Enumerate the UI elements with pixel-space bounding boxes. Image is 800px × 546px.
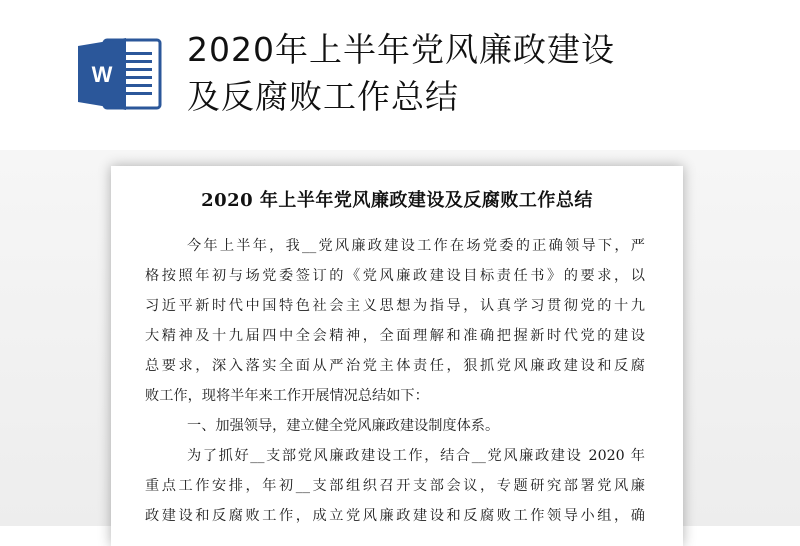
- header-banner: [0, 0, 800, 150]
- document-page: [111, 166, 683, 546]
- word-document-icon: [76, 36, 166, 112]
- body-line: 政建设和反腐败工作，成立党风廉政建设和反腐败工作领导小组，确: [145, 508, 645, 524]
- section-heading: 一、加强领导，建立健全党风廉政建设制度体系。: [187, 418, 500, 434]
- body-line: 大精神及十九届四中全会精神，全面理解和准确把握新时代党的建设: [145, 328, 645, 344]
- banner-title: 2020年上半年党风廉政建设 及反腐败工作总结: [187, 30, 615, 116]
- body-line: 今年上半年，我__党风廉政建设工作在场党委的正确领导下，严: [187, 238, 645, 254]
- body-line: 为了抓好__支部党风廉政建设工作，结合__党风廉政建设 2020 年: [187, 448, 645, 464]
- body-line: 习近平新时代中国特色社会主义思想为指导，认真学习贯彻党的十九: [145, 298, 645, 314]
- body-line: 总要求，深入落实全面从严治党主体责任，狠抓党风廉政建设和反腐: [145, 358, 645, 374]
- svg-text:W: W: [91, 62, 113, 87]
- body-line: 格按照年初与场党委签订的《党风廉政建设目标责任书》的要求，以: [145, 268, 645, 284]
- body-line: 重点工作安排，年初__支部组织召开支部会议，专题研究部署党风廉: [145, 478, 645, 494]
- document-title: 2020 年上半年党风廉政建设及反腐败工作总结: [201, 190, 593, 211]
- body-line: 败工作，现将半年来工作开展情况总结如下：: [145, 388, 429, 404]
